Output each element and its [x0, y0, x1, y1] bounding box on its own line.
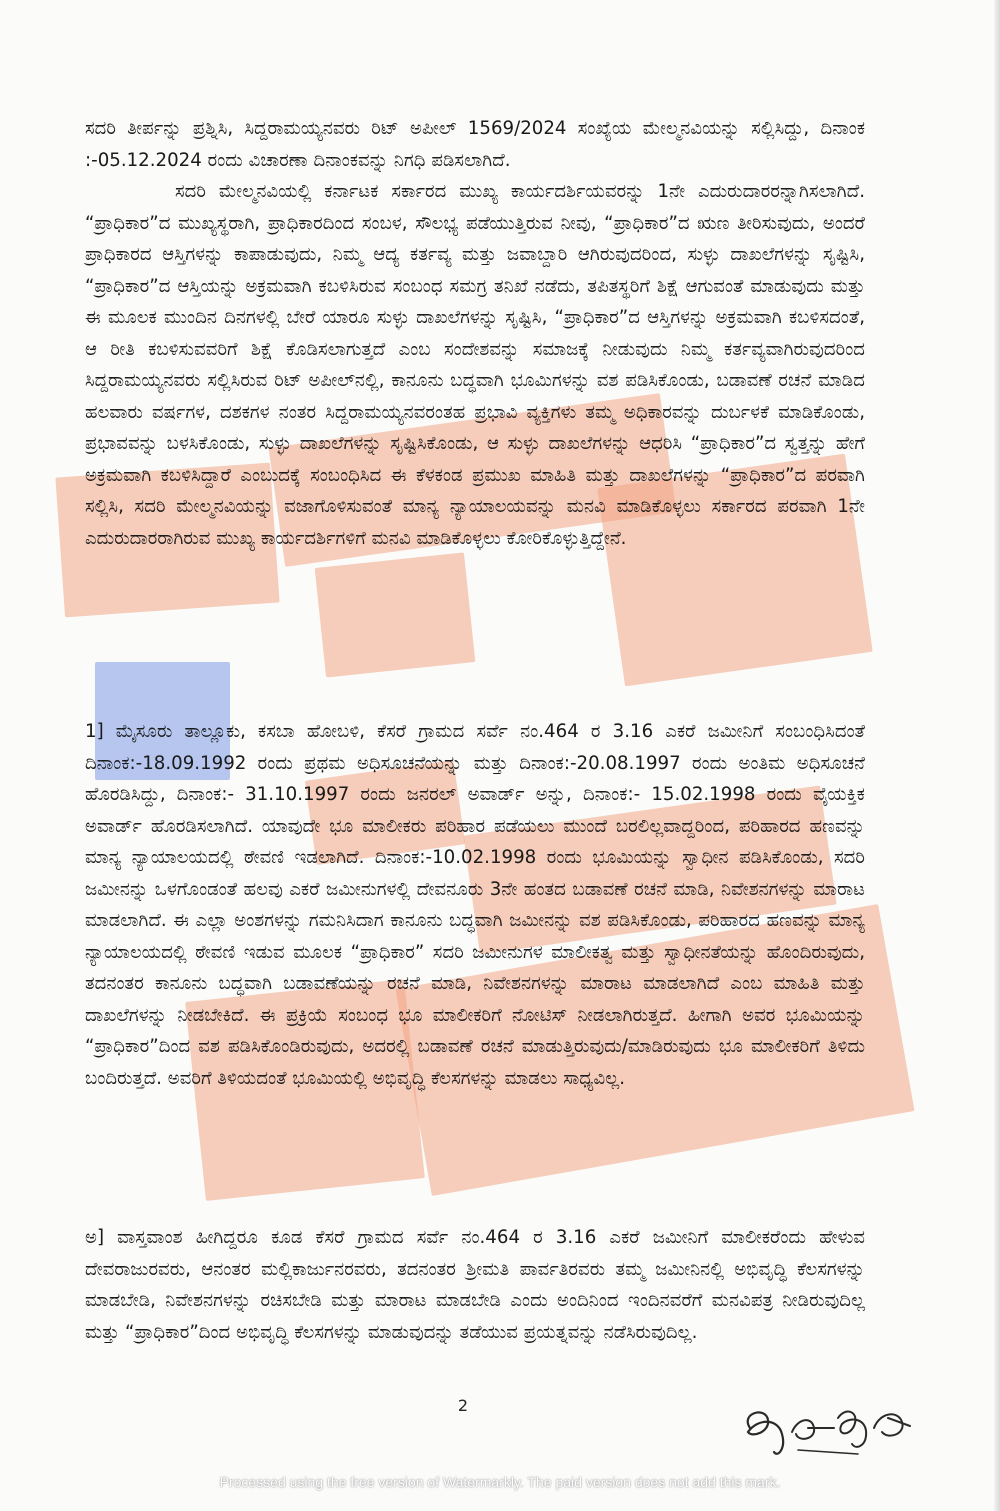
paragraph-4: ಅ] ವಾಸ್ತವಾಂಶ ಹೀಗಿದ್ದರೂ ಕೂಡ ಕೆಸರೆ ಗ್ರಾಮದ ಸರ್ವೆ ನಂ.464 ರ 3.16 ಎಕರೆ ಜಮೀನಿಗೆ ಮಾಲೀಕರೆಂದು ಹೇಳುವ ದೇವರಾಜುರವರು, ಆನಂತರ ಮಲ್ಲಿಕಾರ್ಜುನರವರು, ತದನಂತರ ಶ್ರೀಮತಿ ಪಾರ್ವತಿರವರು ತಮ್ಮ ಜಮೀನಿನಲ್ಲಿ ಅಭಿವೃದ್ಧಿ ಕೆಲಸಗಳನ್ನು ಮಾಡಬೇಡಿ, ನಿವೇಶನಗಳನ್ನು ರಚಿಸಬೇಡಿ ಮತ್ತು ಮಾರಾಟ ಮಾಡಬೇಡಿ ಎಂದು ಅಂದಿನಿಂದ ಇಂದಿನವರೆಗೆ ಮನವಿಪತ್ರ ನೀಡಿರುವುದಿಲ್ಲ ಮತ್ತು “ಪ್ರಾಧಿಕಾರ”ದಿಂದ ಅಭಿವೃದ್ಧಿ ಕೆಲಸಗಳನ್ನು ಮಾಡುವುದನ್ನು ತಡೆಯುವ ಪ್ರಯತ್ನವನ್ನು ನಡೆಸಿರುವುದಿಲ್ಲ. — [85, 1227, 865, 1343]
body-text-section-3 — [85, 1222, 865, 1348]
body-text-section-2 — [85, 716, 865, 1094]
signature-image — [738, 1388, 918, 1468]
watermark-overlay — [315, 552, 476, 677]
paragraph-2: ಸದರಿ ಮೇಲ್ಮನವಿಯಲ್ಲಿ ಕರ್ನಾಟಕ ಸರ್ಕಾರದ ಮುಖ್ಯ ಕಾರ್ಯದರ್ಶಿಯವರನ್ನು 1ನೇ ಎದುರುದಾರರನ್ನಾಗಿಸಲಾಗಿದೆ. “ಪ್ರಾಧಿಕಾರ”ದ ಮುಖ್ಯಸ್ಥರಾಗಿ, ಪ್ರಾಧಿಕಾರದಿಂದ ಸಂಬಳ, ಸೌಲಭ್ಯ ಪಡೆಯುತ್ತಿರುವ ನೀವು, “ಪ್ರಾಧಿಕಾರ”ದ ಋಣ ತೀರಿಸುವುದು, ಅಂದರೆ ಪ್ರಾಧಿಕಾರದ ಆಸ್ತಿಗಳನ್ನು ಕಾಪಾಡುವುದು, ನಿಮ್ಮ ಆದ್ಯ ಕರ್ತವ್ಯ ಮತ್ತು ಜವಾಬ್ದಾರಿ ಆಗಿರುವುದರಿಂದ, ಸುಳ್ಳು ದಾಖಲೆಗಳನ್ನು ಸೃಷ್ಟಿಸಿ, “ಪ್ರಾಧಿಕಾರ”ದ ಆಸ್ತಿಯನ್ನು ಅಕ್ರಮವಾಗಿ ಕಬಳಿಸಿರುವ ಸಂಬಂಧ ಸಮಗ್ರ ತನಿಖೆ ನಡೆದು, ತಪಿತಸ್ಥರಿಗೆ ಶಿಕ್ಷೆ ಆಗುವಂತೆ ಮಾಡುವುದು ಮತ್ತು ಈ ಮೂಲಕ ಮುಂದಿನ ದಿನಗಳಲ್ಲಿ ಬೇರೆ ಯಾರೂ ಸುಳ್ಳು ದಾಖಲೆಗಳನ್ನು ಸೃಷ್ಟಿಸಿ, “ಪ್ರಾಧಿಕಾರ”ದ ಆಸ್ತಿಗಳನ್ನು ಅಕ್ರಮವಾಗಿ ಕಬಳಿಸದಂತೆ, ಆ ರೀತಿ ಕಬಳಿಸುವವರಿಗೆ ಶಿಕ್ಷೆ ಕೊಡಿಸಲಾಗುತ್ತದೆ ಎಂಬ ಸಂದೇಶವನ್ನು ಸಮಾಜಕ್ಕೆ ನೀಡುವುದು ನಿಮ್ಮ ಕರ್ತವ್ಯವಾಗಿರುವುದರಿಂದ ಸಿದ್ದರಾಮಯ್ಯನವರು ಸಲ್ಲಿಸಿರುವ ರಿಟ್ ಅಪೀಲ್‌ನಲ್ಲಿ, ಕಾನೂನು ಬದ್ಧವಾಗಿ ಭೂಮಿಗಳನ್ನು ವಶ ಪಡಿಸಿಕೊಂಡು, ಬಡಾವಣೆ ರಚನೆ ಮಾಡಿದ ಹಲವಾರು ವರ್ಷಗಳ, ದಶಕಗಳ ನಂತರ ಸಿದ್ದರಾಮಯ್ಯನವರಂತಹ ಪ್ರಭಾವಿ ವ್ಯಕ್ತಿಗಳು ತಮ್ಮ ಅಧಿಕಾರವನ್ನು ದುರ್ಬಳಕೆ ಮಾಡಿಕೊಂಡು, ಪ್ರಭಾವವನ್ನು ಬಳಸಿಕೊಂಡು, ಸುಳ್ಳು ದಾಖಲೆಗಳನ್ನು ಸೃಷ್ಟಿಸಿಕೊಂಡು, ಆ ಸುಳ್ಳು ದಾಖಲೆಗಳನ್ನು ಆಧರಿಸಿ “ಪ್ರಾಧಿಕಾರ”ದ ಸ್ವತ್ತನ್ನು ಹೇಗೆ ಅಕ್ರಮವಾಗಿ ಕಬಳಿಸಿದ್ದಾರೆ ಎಂಬುದಕ್ಕೆ ಸಂಬಂಧಿಸಿದ ಈ ಕೆಳಕಂಡ ಪ್ರಮುಖ ಮಾಹಿತಿ ಮತ್ತು ದಾಖಲೆಗಳನ್ನು “ಪ್ರಾಧಿಕಾರ”ದ ಪರವಾಗಿ ಸಲ್ಲಿಸಿ, ಸದರಿ ಮೇಲ್ಮನವಿಯನ್ನು ವಜಾಗೊಳಿಸುವಂತೆ ಮಾನ್ಯ ನ್ಯಾಯಾಲಯವನ್ನು ಮನವಿ ಮಾಡಿಕೊಳ್ಳಲು ಸರ್ಕಾರದ ಪರವಾಗಿ 1ನೇ ಎದುರುದಾರರಾಗಿರುವ ಮುಖ್ಯ ಕಾರ್ಯದರ್ಶಿಗಳಿಗೆ ಮನವಿ ಮಾಡಿಕೊಳ್ಳಲು ಕೋರಿಕೊಳ್ಳುತ್ತಿದ್ದೇನೆ. — [85, 181, 865, 549]
paragraph-3: 1] ಮೈಸೂರು ತಾಲ್ಲೂಕು, ಕಸಬಾ ಹೋಬಳಿ, ಕೆಸರೆ ಗ್ರಾಮದ ಸರ್ವೆ ನಂ.464 ರ 3.16 ಎಕರೆ ಜಮೀನಿಗೆ ಸಂಬಂಧಿಸಿದಂತೆ ದಿನಾಂಕ:-18.09.1992 ರಂದು ಪ್ರಥಮ ಅಧಿಸೂಚನೆಯನ್ನು ಮತ್ತು ದಿನಾಂಕ:-20.08.1997 ರಂದು ಅಂತಿಮ ಅಧಿಸೂಚನೆ ಹೊರಡಿಸಿದ್ದು, ದಿನಾಂಕ:- 31.10.1997 ರಂದು ಜನರಲ್ ಅವಾರ್ಡ್ ಅನ್ನು, ದಿನಾಂಕ:- 15.02.1998 ರಂದು ವೈಯಕ್ತಿಕ ಅವಾರ್ಡ್ ಹೊರಡಿಸಲಾಗಿದೆ. ಯಾವುದೇ ಭೂ ಮಾಲೀಕರು ಪರಿಹಾರ ಪಡೆಯಲು ಮುಂದೆ ಬರಲಿಲ್ಲವಾದ್ದರಿಂದ, ಪರಿಹಾರದ ಹಣವನ್ನು ಮಾನ್ಯ ನ್ಯಾಯಾಲಯದಲ್ಲಿ ಠೇವಣಿ ಇಡಲಾಗಿದೆ. ದಿನಾಂಕ:-10.02.1998 ರಂದು ಭೂಮಿಯನ್ನು ಸ್ವಾಧೀನ ಪಡಿಸಿಕೊಂಡು, ಸದರಿ ಜಮೀನನ್ನು ಒಳಗೊಂಡಂತೆ ಹಲವು ಎಕರೆ ಜಮೀನುಗಳಲ್ಲಿ ದೇವನೂರು 3ನೇ ಹಂತದ ಬಡಾವಣೆ ರಚನೆ ಮಾಡಿ, ನಿವೇಶನಗಳನ್ನು ಮಾರಾಟ ಮಾಡಲಾಗಿದೆ. ಈ ಎಲ್ಲಾ ಅಂಶಗಳನ್ನು ಗಮನಿಸಿದಾಗ ಕಾನೂನು ಬದ್ಧವಾಗಿ ಜಮೀನನ್ನು ವಶ ಪಡಿಸಿಕೊಂಡು, ಪರಿಹಾರದ ಹಣವನ್ನು ಮಾನ್ಯ ನ್ಯಾಯಾಲಯದಲ್ಲಿ ಠೇವಣಿ ಇಡುವ ಮೂಲಕ “ಪ್ರಾಧಿಕಾರ” ಸದರಿ ಜಮೀನುಗಳ ಮಾಲೀಕತ್ವ ಮತ್ತು ಸ್ವಾಧೀನತೆಯನ್ನು ಹೊಂದಿರುವುದು, ತದನಂತರ ಕಾನೂನು ಬದ್ಧವಾಗಿ ಬಡಾವಣೆಯನ್ನು ರಚನೆ ಮಾಡಿ, ನಿವೇಶನಗಳನ್ನು ಮಾರಾಟ ಮಾಡಲಾಗಿದೆ ಎಂಬ ಮಾಹಿತಿ ಮತ್ತು ದಾಖಲೆಗಳನ್ನು ನೀಡಬೇಕಿದೆ. ಈ ಪ್ರಕ್ರಿಯೆ ಸಂಬಂಧ ಭೂ ಮಾಲೀಕರಿಗೆ ನೋಟಿಸ್ ನೀಡಲಾಗಿರುತ್ತದೆ. ಹೀಗಾಗಿ ಅವರ ಭೂಮಿಯನ್ನು “ಪ್ರಾಧಿಕಾರ”ದಿಂದ ವಶ ಪಡಿಸಿಕೊಂಡಿರುವುದು, ಅದರಲ್ಲಿ ಬಡಾವಣೆ ರಚನೆ ಮಾಡುತ್ತಿರುವುದು/ಮಾಡಿರುವುದು ಭೂ ಮಾಲೀಕರಿಗೆ ತಿಳಿದು ಬಂದಿರುತ್ತದೆ. ಅವರಿಗೆ ತಿಳಿಯದಂತೆ ಭೂಮಿಯಲ್ಲಿ ಅಭಿವೃದ್ಧಿ ಕೆಲಸಗಳನ್ನು ಮಾಡಲು ಸಾಧ್ಯವಿಲ್ಲ. — [85, 721, 865, 1089]
paragraph-1: ಸದರಿ ತೀರ್ಪನ್ನು ಪ್ರಶ್ನಿಸಿ, ಸಿದ್ದರಾಮಯ್ಯನವರು ರಿಟ್ ಅಪೀಲ್ 1569/2024 ಸಂಖ್ಯೆಯ ಮೇಲ್ಮನವಿಯನ್ನು ಸಲ್ಲಿಸಿದ್ದು, ದಿನಾಂಕ :-05.12.2024 ರಂದು ವಿಚಾರಣಾ ದಿನಾಂಕವನ್ನು ನಿಗಧಿ ಪಡಿಸಲಾಗಿದೆ. — [85, 118, 865, 171]
page-number: 2 — [457, 1396, 469, 1415]
body-text-section-1 — [85, 113, 865, 554]
watermark-footer-text: Processed using the free version of Watermarkly. The paid version does not add this mark. — [219, 1474, 781, 1490]
scan-edge — [994, 0, 1000, 1511]
